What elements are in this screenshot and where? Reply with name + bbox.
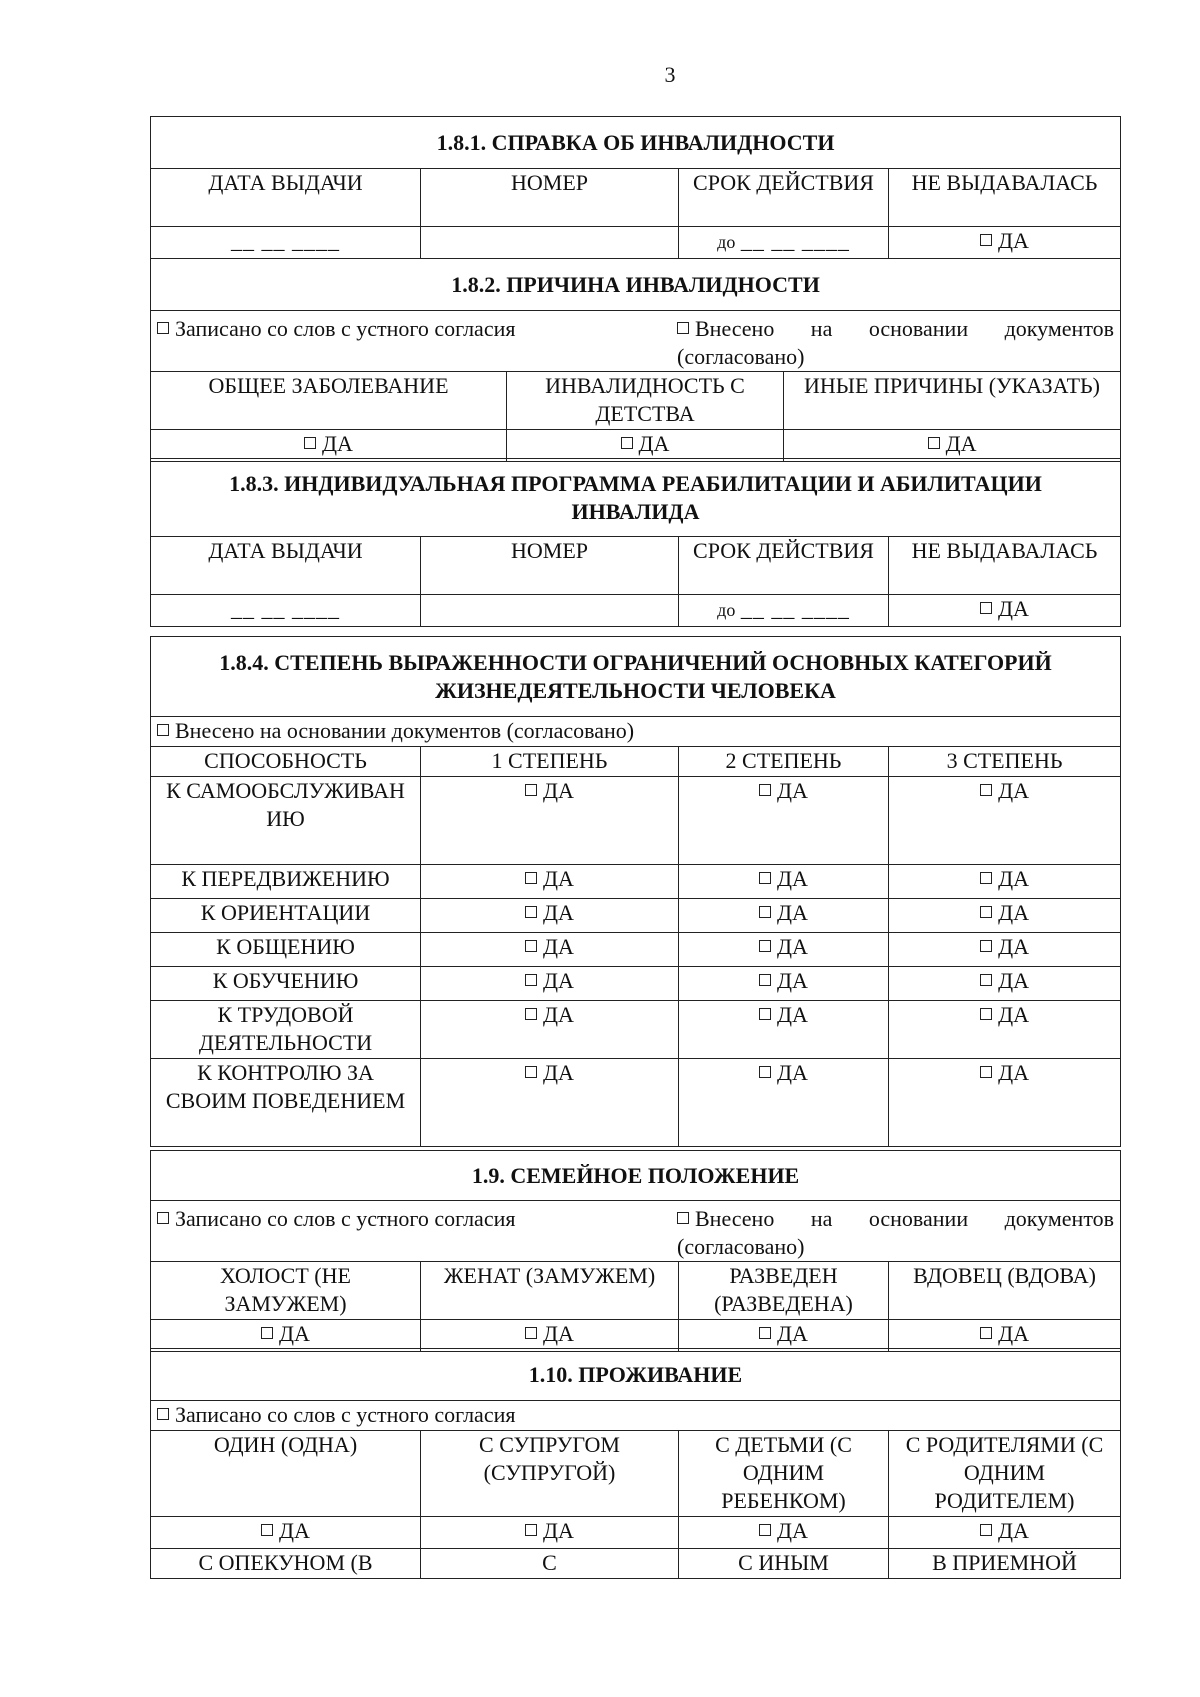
col-number: НОМЕР bbox=[421, 169, 679, 227]
checkbox-label: ДА bbox=[543, 1518, 574, 1543]
checkbox-label: ДА bbox=[777, 1002, 808, 1027]
checkbox-label: ДА bbox=[543, 778, 574, 803]
degree-1-checkbox[interactable] bbox=[421, 1059, 679, 1147]
degree-2-checkbox[interactable] bbox=[679, 1059, 889, 1147]
degree-3-checkbox[interactable] bbox=[889, 899, 1121, 933]
section-disability-certificate bbox=[150, 116, 1120, 259]
other-causes-checkbox[interactable] bbox=[784, 430, 1121, 462]
col-ability: СПОСОБНОСТЬ bbox=[151, 747, 421, 777]
verbal-checkbox[interactable] bbox=[157, 1205, 677, 1261]
table-row bbox=[151, 777, 1121, 865]
divorced-checkbox[interactable] bbox=[679, 1320, 889, 1352]
until-prefix: до bbox=[717, 232, 736, 252]
degree-2-checkbox[interactable] bbox=[679, 899, 889, 933]
degree-3-checkbox[interactable] bbox=[889, 1059, 1121, 1147]
checkbox-label: ДА bbox=[998, 596, 1029, 621]
documents-label: Внесено на основании документов (согласовано) bbox=[677, 1206, 1115, 1259]
degree-3-checkbox[interactable] bbox=[889, 1001, 1121, 1059]
section-title: 1.8.1. СПРАВКА ОБ ИНВАЛИДНОСТИ bbox=[151, 117, 1121, 169]
checkbox-label: ДА bbox=[998, 934, 1029, 959]
single-checkbox[interactable] bbox=[151, 1320, 421, 1352]
col-widowed: ВДОВЕЦ (ВДОВА) bbox=[889, 1262, 1121, 1320]
checkbox-label: ДА bbox=[543, 1321, 574, 1346]
date-blank: __ __ ____ bbox=[231, 228, 340, 253]
issue-date-field[interactable] bbox=[151, 227, 421, 259]
section-title: 1.8.2. ПРИЧИНА ИНВАЛИДНОСТИ bbox=[151, 259, 1121, 311]
checkbox-icon bbox=[261, 1327, 273, 1339]
not-issued-checkbox[interactable] bbox=[889, 595, 1121, 627]
checkbox-icon bbox=[980, 1524, 992, 1536]
verbal-label: Записано со слов с устного согласия bbox=[175, 1402, 516, 1427]
checkbox-label: ДА bbox=[945, 431, 977, 456]
section-title: 1.8.3. ИНДИВИДУАЛЬНАЯ ПРОГРАММА РЕАБИЛИТАЦИИ И АБИЛИТАЦИИ ИНВАЛИДА bbox=[151, 459, 1121, 537]
col-validity: СРОК ДЕЙСТВИЯ bbox=[679, 169, 889, 227]
checkbox-icon bbox=[525, 1524, 537, 1536]
checkbox-icon bbox=[759, 872, 771, 884]
checkbox-label: ДА bbox=[279, 1518, 310, 1543]
checkbox-label: ДА bbox=[998, 1321, 1029, 1346]
checkbox-label: ДА bbox=[998, 228, 1029, 253]
date-blank: __ __ ____ bbox=[231, 596, 340, 621]
col-other-causes: ИНЫЕ ПРИЧИНЫ (УКАЗАТЬ) bbox=[784, 372, 1121, 430]
checkbox-icon bbox=[157, 322, 169, 334]
checkbox-label: ДА bbox=[998, 900, 1029, 925]
until-prefix: до bbox=[717, 600, 736, 620]
col-degree-3: 3 СТЕПЕНЬ bbox=[889, 747, 1121, 777]
checkbox-icon bbox=[759, 784, 771, 796]
until-blank: __ __ ____ bbox=[740, 228, 850, 253]
col-married: ЖЕНАТ (ЗАМУЖЕМ) bbox=[421, 1262, 679, 1320]
checkbox-label: ДА bbox=[998, 1060, 1029, 1085]
validity-field[interactable] bbox=[679, 595, 889, 627]
col-with-parents: С РОДИТЕЛЯМИ (С ОДНИМ РОДИТЕЛЕМ) bbox=[889, 1431, 1121, 1517]
checkbox-icon bbox=[525, 784, 537, 796]
checkbox-icon bbox=[759, 1066, 771, 1078]
checkbox-icon bbox=[980, 974, 992, 986]
col-not-issued: НЕ ВЫДАВАЛАСЬ bbox=[889, 537, 1121, 595]
ability-label: К ОРИЕНТАЦИИ bbox=[151, 899, 421, 933]
col-foster: В ПРИЕМНОЙ bbox=[889, 1549, 1121, 1579]
checkbox-label: ДА bbox=[279, 1321, 310, 1346]
degree-2-checkbox[interactable] bbox=[679, 865, 889, 899]
ability-label: К КОНТРОЛЮ ЗА СВОИМ ПОВЕДЕНИЕМ bbox=[151, 1059, 421, 1147]
checkbox-icon bbox=[525, 1327, 537, 1339]
checkbox-icon bbox=[261, 1524, 273, 1536]
checkbox-label: ДА bbox=[543, 1002, 574, 1027]
checkbox-icon bbox=[928, 437, 940, 449]
checkbox-label: ДА bbox=[777, 900, 808, 925]
checkbox-icon bbox=[980, 1066, 992, 1078]
checkbox-icon bbox=[157, 1212, 169, 1224]
degree-2-checkbox[interactable] bbox=[679, 777, 889, 865]
issue-date-field[interactable] bbox=[151, 595, 421, 627]
section-title: 1.9. СЕМЕЙНОЕ ПОЛОЖЕНИЕ bbox=[151, 1151, 1121, 1201]
col-with: С bbox=[421, 1549, 679, 1579]
checkbox-icon bbox=[980, 1327, 992, 1339]
verbal-checkbox[interactable] bbox=[157, 315, 677, 371]
ability-label: К ОБЩЕНИЮ bbox=[151, 933, 421, 967]
checkbox-label: ДА bbox=[322, 431, 353, 456]
verbal-checkbox[interactable] bbox=[151, 1401, 1121, 1431]
degree-1-checkbox[interactable] bbox=[421, 899, 679, 933]
col-degree-1: 1 СТЕПЕНЬ bbox=[421, 747, 679, 777]
checkbox-icon bbox=[525, 940, 537, 952]
checkbox-icon bbox=[157, 724, 169, 736]
checkbox-icon bbox=[621, 437, 633, 449]
general-disease-checkbox[interactable] bbox=[151, 430, 507, 462]
degree-2-checkbox[interactable] bbox=[679, 1001, 889, 1059]
childhood-disability-checkbox[interactable] bbox=[507, 430, 784, 462]
source-row bbox=[151, 311, 1121, 372]
degree-1-checkbox[interactable] bbox=[421, 967, 679, 1001]
with-parents-checkbox[interactable] bbox=[889, 1517, 1121, 1549]
col-issue-date: ДАТА ВЫДАЧИ bbox=[151, 537, 421, 595]
col-number: НОМЕР bbox=[421, 537, 679, 595]
col-general-disease: ОБЩЕЕ ЗАБОЛЕВАНИЕ bbox=[151, 372, 507, 430]
validity-field[interactable] bbox=[679, 227, 889, 259]
checkbox-icon bbox=[677, 1212, 689, 1224]
checkbox-label: ДА bbox=[777, 778, 808, 803]
table-row bbox=[151, 1001, 1121, 1059]
checkbox-label: ДА bbox=[543, 1060, 574, 1085]
checkbox-icon bbox=[980, 1008, 992, 1020]
col-with-spouse: С СУПРУГОМ (СУПРУГОЙ) bbox=[421, 1431, 679, 1517]
col-with-guardian: С ОПЕКУНОМ (В bbox=[151, 1549, 421, 1579]
number-field[interactable] bbox=[421, 227, 679, 259]
until-blank: __ __ ____ bbox=[740, 596, 850, 621]
with-spouse-checkbox[interactable] bbox=[421, 1517, 679, 1549]
checkbox-label: ДА bbox=[543, 866, 574, 891]
checkbox-icon bbox=[759, 940, 771, 952]
checkbox-label: ДА bbox=[998, 778, 1029, 803]
col-not-issued: НЕ ВЫДАВАЛАСЬ bbox=[889, 169, 1121, 227]
degree-3-checkbox[interactable] bbox=[889, 967, 1121, 1001]
checkbox-icon bbox=[304, 437, 316, 449]
checkbox-label: ДА bbox=[777, 1060, 808, 1085]
table-row bbox=[151, 933, 1121, 967]
checkbox-icon bbox=[525, 1066, 537, 1078]
degree-2-checkbox[interactable] bbox=[679, 967, 889, 1001]
section-disability-cause bbox=[150, 258, 1120, 462]
checkbox-label: ДА bbox=[638, 431, 670, 456]
col-degree-2: 2 СТЕПЕНЬ bbox=[679, 747, 889, 777]
table-row bbox=[151, 967, 1121, 1001]
col-validity: СРОК ДЕЙСТВИЯ bbox=[679, 537, 889, 595]
section-marital-status bbox=[150, 1150, 1120, 1352]
degree-3-checkbox[interactable] bbox=[889, 777, 1121, 865]
with-children-checkbox[interactable] bbox=[679, 1517, 889, 1549]
verbal-label: Записано со слов с устного согласия bbox=[175, 1206, 516, 1231]
checkbox-icon bbox=[677, 322, 689, 334]
checkbox-label: ДА bbox=[543, 968, 574, 993]
col-alone: ОДИН (ОДНА) bbox=[151, 1431, 421, 1517]
col-single: ХОЛОСТ (НЕ ЗАМУЖЕМ) bbox=[151, 1262, 421, 1320]
degree-3-checkbox[interactable] bbox=[889, 865, 1121, 899]
checkbox-icon bbox=[980, 906, 992, 918]
section-title: 1.10. ПРОЖИВАНИЕ bbox=[151, 1349, 1121, 1401]
number-field[interactable] bbox=[421, 595, 679, 627]
degree-1-checkbox[interactable] bbox=[421, 933, 679, 967]
source-row bbox=[151, 1201, 1121, 1262]
section-limitations bbox=[150, 636, 1120, 1147]
checkbox-label: ДА bbox=[998, 1002, 1029, 1027]
checkbox-icon bbox=[980, 872, 992, 884]
checkbox-icon bbox=[759, 906, 771, 918]
checkbox-icon bbox=[980, 784, 992, 796]
checkbox-icon bbox=[525, 974, 537, 986]
checkbox-label: ДА bbox=[777, 968, 808, 993]
documents-label: Внесено на основании документов (согласовано) bbox=[677, 316, 1115, 369]
degree-2-checkbox[interactable] bbox=[679, 933, 889, 967]
checkbox-icon bbox=[525, 1008, 537, 1020]
married-checkbox[interactable] bbox=[421, 1320, 679, 1352]
degree-1-checkbox[interactable] bbox=[421, 1001, 679, 1059]
page-number: 3 bbox=[664, 62, 676, 87]
col-with-other: С ИНЫМ bbox=[679, 1549, 889, 1579]
checkbox-label: ДА bbox=[777, 934, 808, 959]
checkbox-label: ДА bbox=[543, 934, 574, 959]
checkbox-label: ДА bbox=[998, 968, 1029, 993]
checkbox-icon bbox=[759, 974, 771, 986]
degree-3-checkbox[interactable] bbox=[889, 933, 1121, 967]
col-with-children: С ДЕТЬМИ (С ОДНИМ РЕБЕНКОМ) bbox=[679, 1431, 889, 1517]
alone-checkbox[interactable] bbox=[151, 1517, 421, 1549]
not-issued-checkbox[interactable] bbox=[889, 227, 1121, 259]
ability-label: К САМООБСЛУЖИВАН ИЮ bbox=[151, 777, 421, 865]
checkbox-icon bbox=[525, 872, 537, 884]
section-rehab-program bbox=[150, 458, 1120, 627]
checkbox-icon bbox=[980, 234, 992, 246]
col-childhood-disability: ИНВАЛИДНОСТЬ С ДЕТСТВА bbox=[507, 372, 784, 430]
widowed-checkbox[interactable] bbox=[889, 1320, 1121, 1352]
documents-checkbox[interactable] bbox=[677, 1205, 1114, 1261]
checkbox-label: ДА bbox=[543, 900, 574, 925]
checkbox-label: ДА bbox=[777, 866, 808, 891]
ability-label: К ТРУДОВОЙ ДЕЯТЕЛЬНОСТИ bbox=[151, 1001, 421, 1059]
documents-checkbox[interactable] bbox=[151, 717, 1121, 747]
checkbox-icon bbox=[759, 1327, 771, 1339]
section-title: 1.8.4. СТЕПЕНЬ ВЫРАЖЕННОСТИ ОГРАНИЧЕНИЙ ОСНОВНЫХ КАТЕГОРИЙ ЖИЗНЕДЕЯТЕЛЬНОСТИ ЧЕЛОВЕКА bbox=[151, 637, 1121, 717]
documents-label: Внесено на основании документов (согласовано) bbox=[175, 718, 635, 743]
checkbox-icon bbox=[980, 602, 992, 614]
col-issue-date: ДАТА ВЫДАЧИ bbox=[151, 169, 421, 227]
degree-1-checkbox[interactable] bbox=[421, 865, 679, 899]
section-residence bbox=[150, 1348, 1120, 1579]
checkbox-icon bbox=[759, 1008, 771, 1020]
table-row bbox=[151, 899, 1121, 933]
checkbox-label: ДА bbox=[998, 1518, 1029, 1543]
degree-1-checkbox[interactable] bbox=[421, 777, 679, 865]
checkbox-label: ДА bbox=[777, 1321, 808, 1346]
verbal-label: Записано со слов с устного согласия bbox=[175, 316, 516, 341]
checkbox-label: ДА bbox=[777, 1518, 808, 1543]
documents-checkbox[interactable] bbox=[677, 315, 1114, 371]
col-divorced: РАЗВЕДЕН (РАЗВЕДЕНА) bbox=[679, 1262, 889, 1320]
checkbox-icon bbox=[980, 940, 992, 952]
table-row bbox=[151, 865, 1121, 899]
ability-label: К ПЕРЕДВИЖЕНИЮ bbox=[151, 865, 421, 899]
ability-label: К ОБУЧЕНИЮ bbox=[151, 967, 421, 1001]
checkbox-label: ДА bbox=[998, 866, 1029, 891]
table-row bbox=[151, 1059, 1121, 1147]
checkbox-icon bbox=[759, 1524, 771, 1536]
checkbox-icon bbox=[525, 906, 537, 918]
checkbox-icon bbox=[157, 1408, 169, 1420]
